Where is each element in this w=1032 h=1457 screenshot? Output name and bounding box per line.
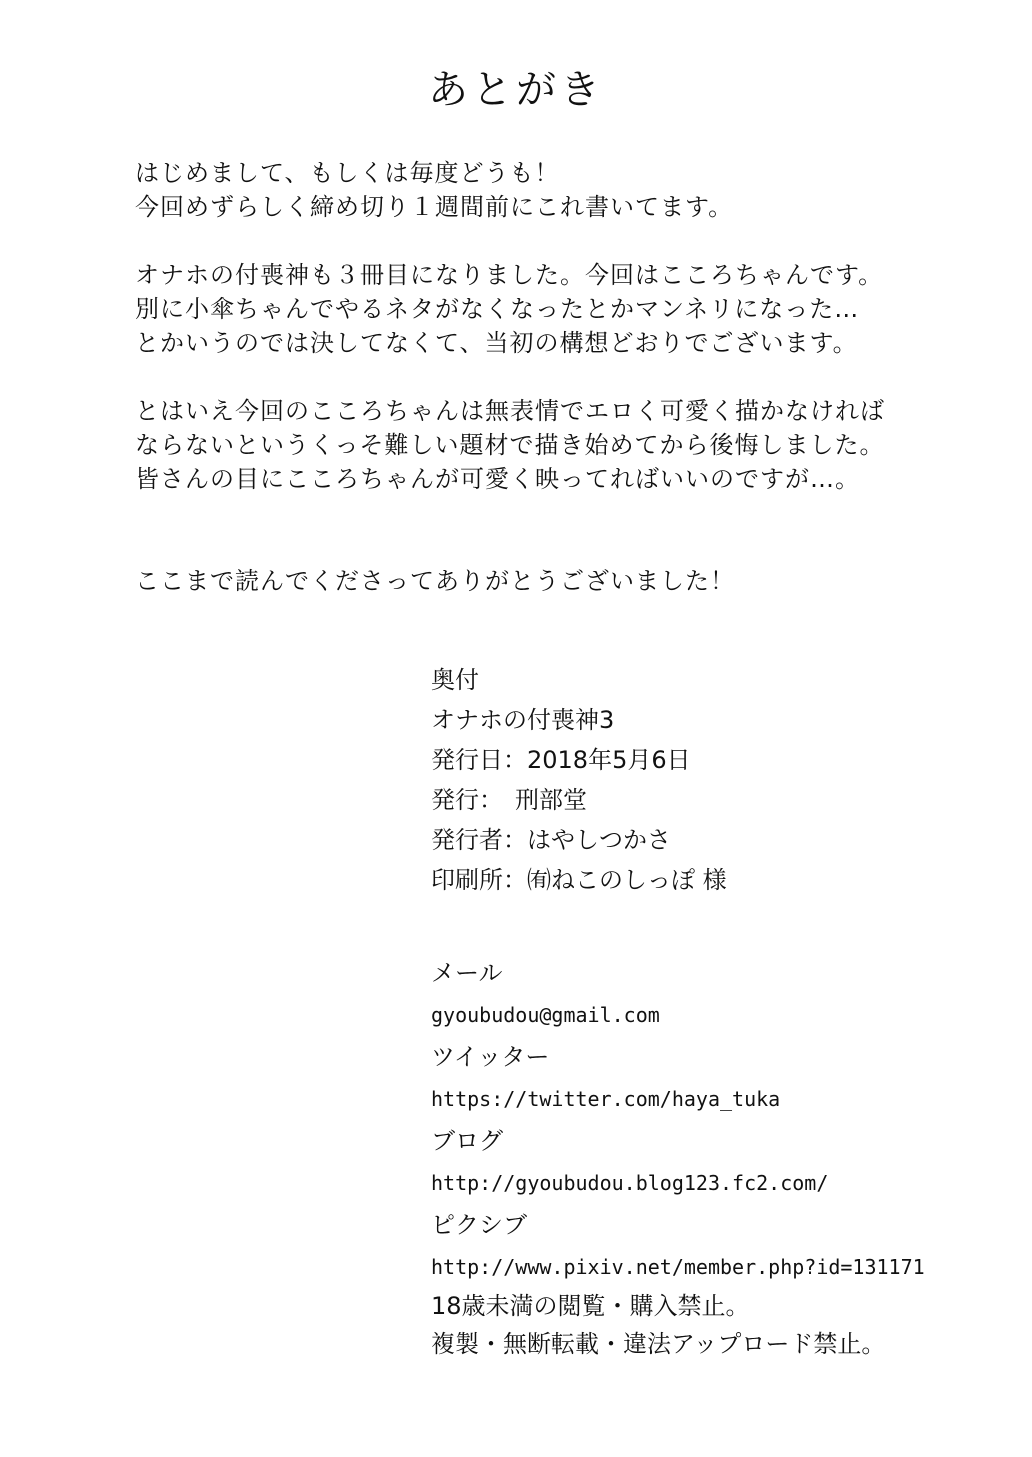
colophon-book-title: オナホの付喪神3 xyxy=(431,706,615,734)
mail-label: メール xyxy=(431,959,503,987)
pixiv-url: http://www.pixiv.net/member.php?id=131171 xyxy=(431,1255,925,1279)
blog-url: http://gyoubudou.blog123.fc2.com/ xyxy=(431,1171,829,1195)
afterword-body xyxy=(135,156,885,598)
age-restriction-notice: 18歳未満の閲覧・購入禁止。 xyxy=(431,1292,750,1320)
twitter-label: ツイッター xyxy=(431,1043,550,1071)
pixiv-label: ピクシブ xyxy=(431,1211,527,1239)
paragraph-gap xyxy=(135,496,885,564)
colophon-author: 発行者：はやしつかさ xyxy=(431,826,671,854)
afterword-line: 今回めずらしく締め切り１週間前にこれ書いてます。 xyxy=(135,193,734,221)
afterword-line: ならないというくっそ難しい題材で描き始めてから後悔しました。 xyxy=(135,431,885,459)
paragraph-gap xyxy=(135,224,885,258)
colophon xyxy=(431,660,727,900)
afterword-line: オナホの付喪神も３冊目になりました。今回はこころちゃんです。 xyxy=(135,261,884,289)
paragraph-gap xyxy=(135,360,885,394)
colophon-publisher: 発行： 刑部堂 xyxy=(431,786,587,814)
colophon-printer: 印刷所：㈲ねこのしっぽ 様 xyxy=(431,866,727,894)
afterword-line: はじめまして、もしくは毎度どうも！ xyxy=(135,159,560,187)
afterword-closing: ここまで読んでくださってありがとうございました！ xyxy=(135,567,735,595)
copy-prohibition-notice: 複製・無断転載・違法アップロード禁止。 xyxy=(431,1330,886,1358)
afterword-line: 別に小傘ちゃんでやるネタがなくなったとかマンネリになった… xyxy=(135,295,860,323)
mail-address: gyoubudou@gmail.com xyxy=(431,1003,660,1027)
afterword-line: とはいえ今回のこころちゃんは無表情でエロく可愛く描かなければ xyxy=(135,397,885,425)
colophon-date: 発行日：2018年5月6日 xyxy=(431,746,691,774)
page-title: あとがき xyxy=(428,67,604,113)
contact-info xyxy=(431,952,925,1288)
colophon-heading: 奥付 xyxy=(431,666,479,694)
afterword-line: とかいうのでは決してなくて、当初の構想どおりでございます。 xyxy=(135,329,858,357)
afterword-line: 皆さんの目にこころちゃんが可愛く映ってればいいのですが…。 xyxy=(135,465,860,493)
legal-notices xyxy=(431,1287,885,1363)
blog-label: ブログ xyxy=(431,1127,503,1155)
twitter-url: https://twitter.com/haya_tuka xyxy=(431,1087,781,1111)
